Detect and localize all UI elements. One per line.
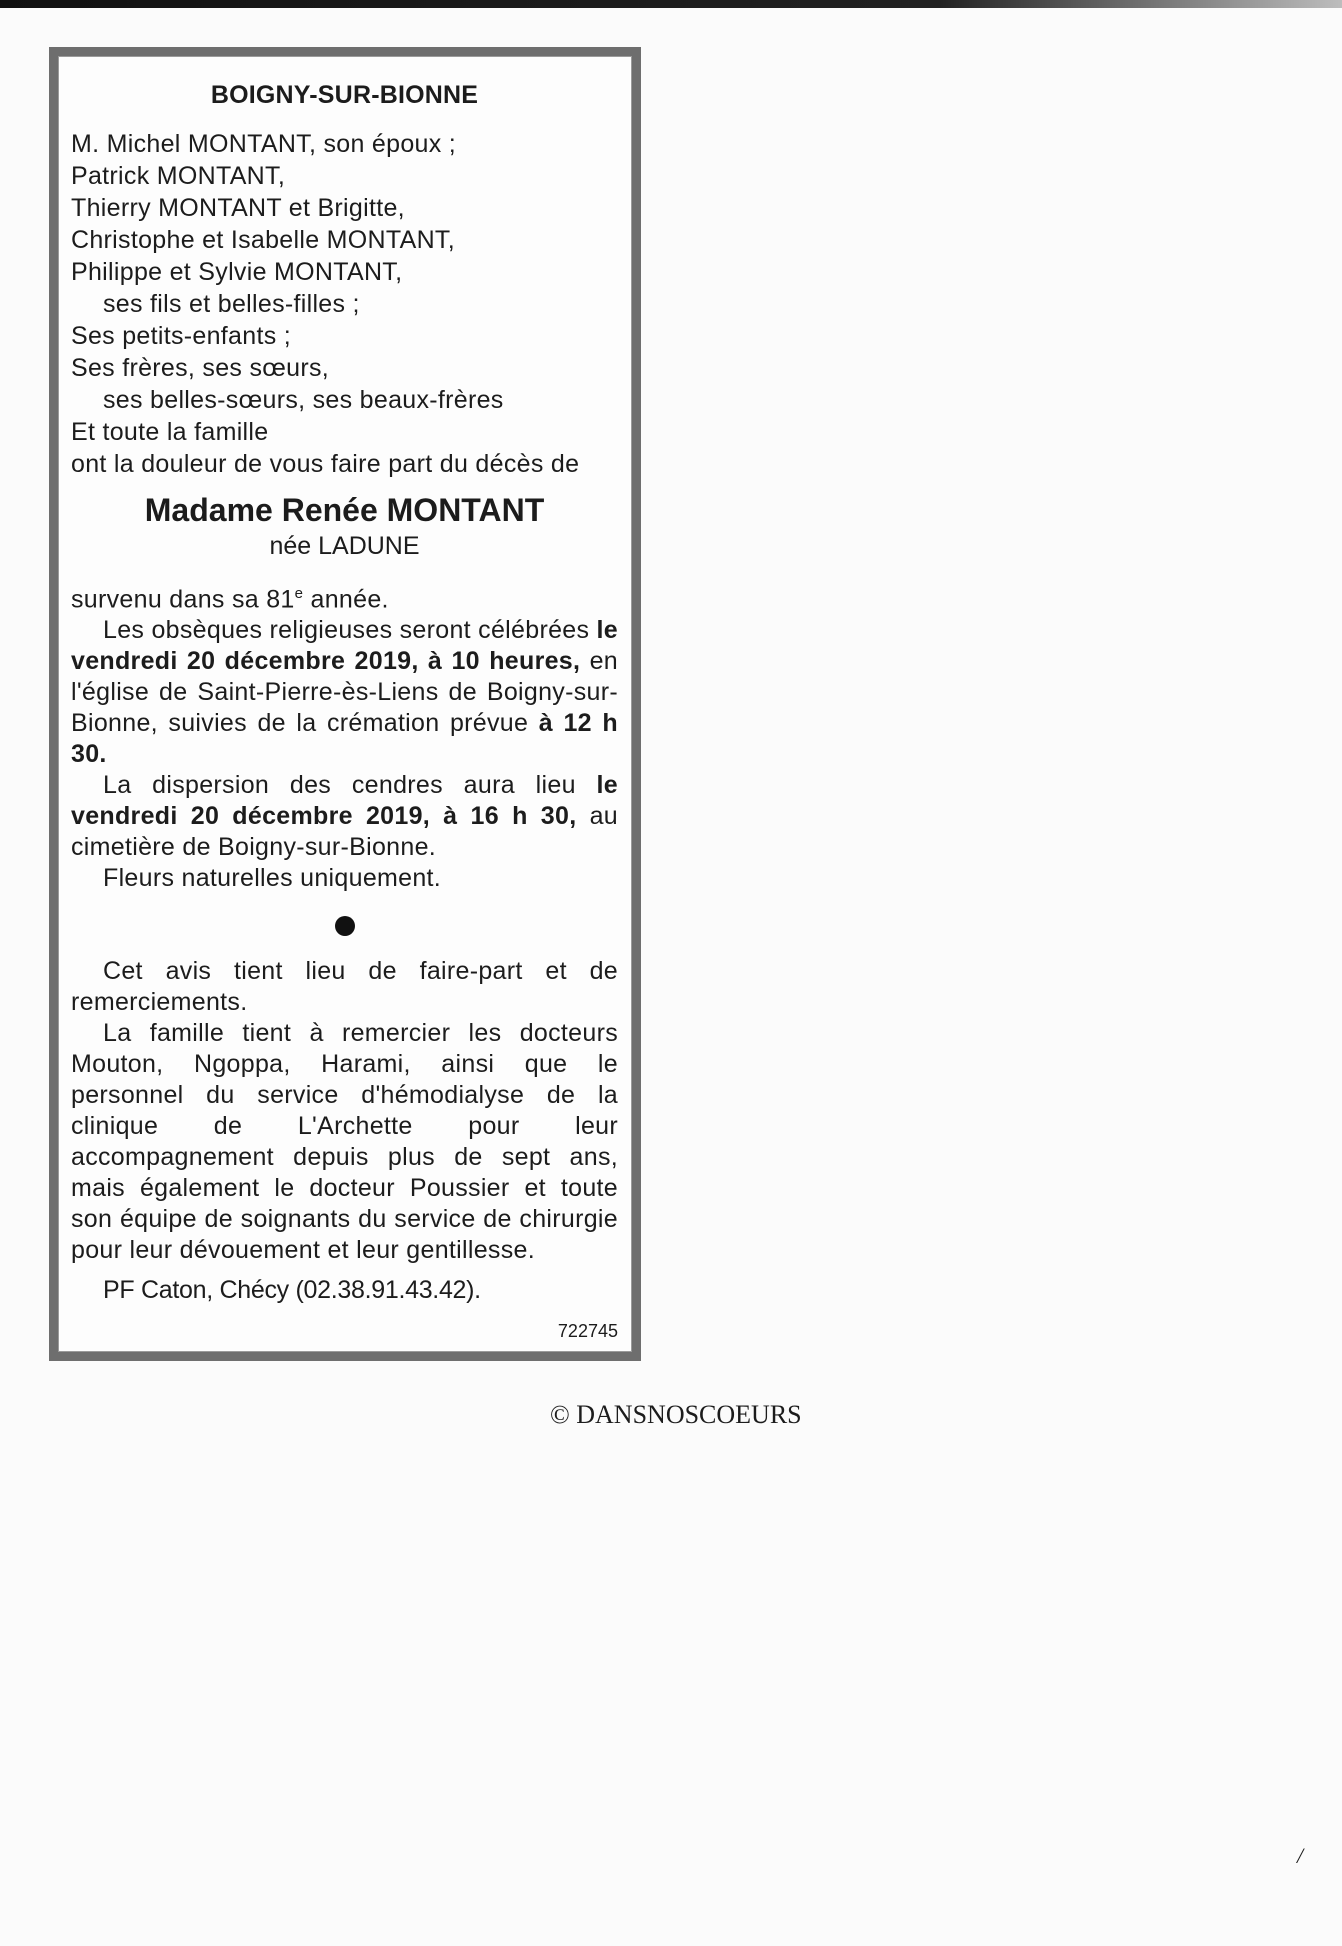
- funeral-paragraph: [71, 615, 618, 770]
- family-line: Thierry MONTANT et Brigitte,: [71, 194, 405, 222]
- funeral-date: le vendredi 20 décembre 2019, à 10 heures,: [71, 616, 618, 676]
- separator: [71, 894, 618, 956]
- funeral-home: PF Caton, Chécy (02.38.91.43.42).: [103, 1276, 481, 1305]
- page-mark: /: [1297, 1843, 1304, 1868]
- family-line: Patrick MONTANT,: [71, 162, 286, 190]
- family-line: ont la douleur de vous faire part du décès de: [71, 450, 580, 478]
- dispersion-text: La dispersion des cendres aura lieu: [103, 771, 597, 800]
- dispersion-date: le vendredi 20 décembre 2019, à 16 h 30,: [71, 771, 618, 831]
- copyright: © DANSNOSCOEURS: [550, 1400, 802, 1429]
- bullet-icon: [335, 916, 355, 936]
- thanks-paragraph: La famille tient à remercier les docteurs Mouton, Ngoppa, Harami, ainsi que le personnel du service d'hémodialyse de la clinique de L'Archette pour leur accompagnement depuis plus de sept ans, mais également le docteur Poussier et toute son équipe de soignants du service de chirurgie pour leur dévouement et leur gentillesse.: [71, 1019, 618, 1265]
- reference-number: 722745: [557, 1321, 618, 1341]
- faire-part-paragraph: Cet avis tient lieu de faire-part et de remerciements.: [71, 957, 618, 1017]
- age-line: [71, 578, 618, 615]
- family-line: Et toute la famille: [71, 418, 269, 446]
- notice-town: BOIGNY-SUR-BIONNE: [210, 81, 479, 109]
- age-suffix: année.: [303, 585, 389, 614]
- family-line: ses fils et belles-filles ;: [103, 290, 360, 318]
- dispersion-text: au cimetière de Boigny-sur-Bionne.: [71, 802, 619, 862]
- funeral-text: en l'église de Saint-Pierre-ès-Liens de Boigny-sur-Bionne, suivies de la crémation prévue: [71, 647, 618, 738]
- dispersion-paragraph: [71, 770, 618, 863]
- family-line: ses belles-sœurs, ses beaux-frères: [103, 386, 504, 414]
- family-line: Ses frères, ses sœurs,: [71, 354, 330, 382]
- age-superscript: e: [294, 585, 304, 602]
- deceased-name: Madame Renée MONTANT: [144, 492, 545, 528]
- family-line: Ses petits-enfants ;: [71, 322, 292, 350]
- family-line: Philippe et Sylvie MONTANT,: [71, 258, 403, 286]
- obituary-notice: [49, 47, 641, 1361]
- maiden-name: née LADUNE: [269, 532, 420, 560]
- flowers-line: Fleurs naturelles uniquement.: [103, 864, 442, 893]
- funeral-text: Les obsèques religieuses seront célébrées: [103, 616, 597, 645]
- family-line: Christophe et Isabelle MONTANT,: [71, 226, 455, 254]
- scan-top-edge: [0, 0, 1342, 8]
- age-prefix: survenu dans sa 81: [71, 585, 295, 614]
- family-line: M. Michel MONTANT, son époux ;: [71, 130, 457, 158]
- cremation-time: à 12 h 30.: [71, 709, 618, 769]
